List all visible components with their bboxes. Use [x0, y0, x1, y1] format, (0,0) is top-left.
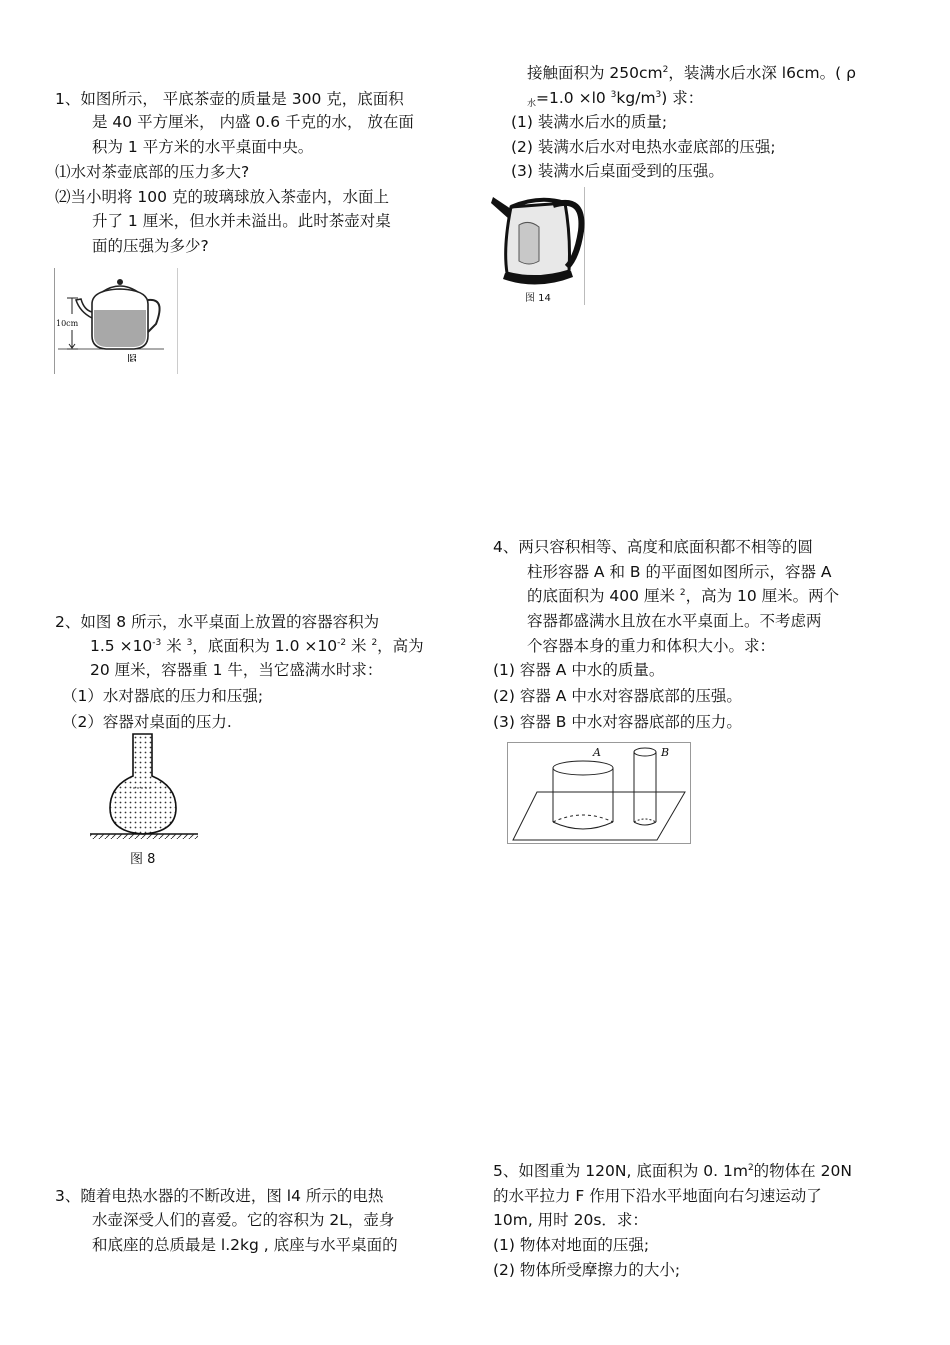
q2-line-1: 2、如图 8 所示，水平桌面上放置的容器容积为 [55, 613, 380, 631]
cylinder-b-label: B [661, 746, 670, 759]
figure-14-label: 图 14 [525, 293, 551, 304]
q5-subquestion-2: (2) 物体所受摩擦力的大小; [493, 1261, 681, 1279]
teapot-height-label: 10cm [56, 319, 79, 328]
q3-subquestion-1: (1) 装满水后水的质量; [511, 113, 668, 131]
q2-subquestion-1: （1）水对器底的压力和压强; [62, 687, 264, 705]
q4-subquestion-2: (2) 容器 A 中水对容器底部的压强。 [493, 687, 742, 705]
q1-line-1: 1、如图所示， 平底茶壶的质量是 300 克，底面积 [55, 90, 404, 108]
q4-subquestion-3: (3) 容器 B 中水对容器底部的压力。 [493, 713, 742, 731]
q4-line-4: 容器都盛满水且放在水平桌面上。不考虑两 [527, 612, 822, 630]
figure-13-label: 图13 [128, 354, 152, 365]
q1-subquestion-1: ⑴水对茶壶底部的压力多大? [55, 163, 250, 181]
q3-line-1: 3、随着电热水器的不断改进，图 l4 所示的电热 [55, 1187, 384, 1205]
q1-subquestion-2: ⑵当小明将 100 克的玻璃球放入茶壶内，水面上 [55, 188, 389, 206]
q4-line-5: 个容器本身的重力和体积大小。求： [527, 637, 776, 655]
figure-8-label: 图 8 [130, 852, 156, 867]
teapot-figure-13 [54, 268, 178, 374]
q3-line-2: 水壶深受人们的喜爱。它的容积为 2L，壶身 [92, 1211, 395, 1229]
q4-line-1: 4、两只容积相等、高度和底面积都不相等的圆 [493, 538, 813, 556]
q1-line-7: 面的压强为多少? [92, 237, 209, 255]
q1-line-2: 是 40 平方厘米， 内盛 0.6 千克的水， 放在面 [92, 113, 414, 131]
q4-subquestion-1: (1) 容器 A 中水的质量。 [493, 661, 665, 679]
q3-line-3: 和底座的总质最是 l.2kg , 底座与水平桌面的 [92, 1236, 398, 1254]
q5-line-3: 10m, 用时 20s．求： [493, 1211, 648, 1229]
q3-cont-line-1: 接触面积为 $250cm^2$，装满水后水深 l6cm。( ρ [527, 64, 856, 82]
q2-line-3: 20 厘米，容器重 1 牛，当它盛满水时求： [90, 661, 383, 679]
cylinder-a-label: A [593, 746, 601, 759]
q1-line-3: 积为 1 平方米的水平桌面中央。 [92, 138, 314, 156]
q3-subquestion-2: (2) 装满水后水对电热水壶底部的压强; [511, 138, 776, 156]
q1-line-6: 升了 1 厘米，但水并未溢出。此时茶壶对桌 [92, 212, 391, 230]
q3-subquestion-3: (3) 装满水后桌面受到的压强。 [511, 162, 724, 180]
q5-line-2: 的水平拉力 F 作用下沿水平地面向右匀速运动了 [493, 1187, 822, 1205]
kettle-figure-14 [489, 187, 585, 305]
q2-line-2: $1.5 \times 10^{-3}$ 米 $^3$，底面积为 $1.0 \times 10^{-2}$ 米 $^2$，高为 [90, 637, 424, 655]
cylinders-figure [507, 742, 691, 844]
q3-cont-line-2: $_水$=1.0 ×l0 $^3kg/m^3$) 求： [527, 89, 704, 109]
flask-figure-8 [88, 730, 208, 870]
q4-line-3: 的底面积为 400 厘米 $^2$，高为 10 厘米。两个 [527, 587, 840, 605]
q5-subquestion-1: (1) 物体对地面的压强; [493, 1236, 650, 1254]
q5-line-1: 5、如图重为 120N, 底面积为 0. $1m^2$的物体在 20N [493, 1162, 852, 1180]
q2-subquestion-2: （2）容器对桌面的压力. [62, 713, 232, 731]
q4-line-2: 柱形容器 A 和 B 的平面图如图所示，容器 A [527, 563, 832, 581]
